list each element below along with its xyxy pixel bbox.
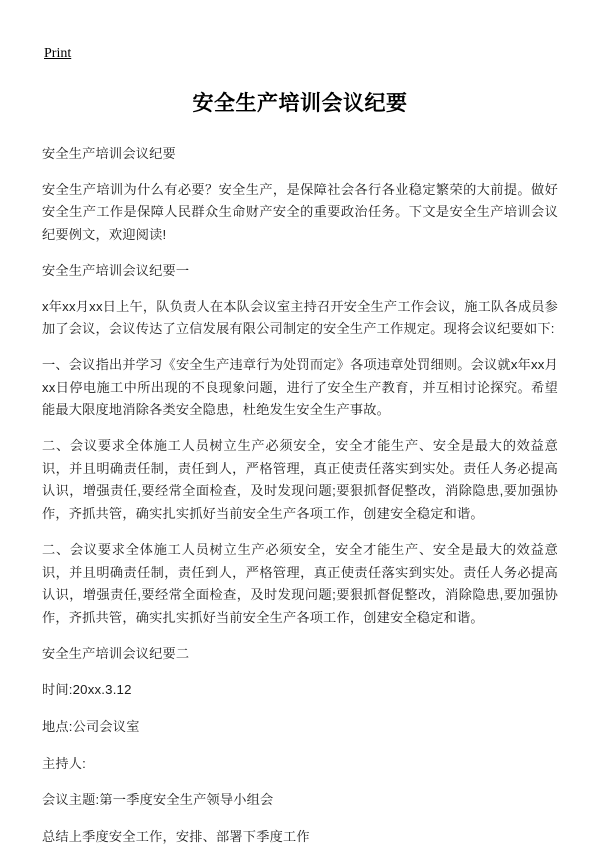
page-title: 安全生产培训会议纪要	[192, 92, 408, 115]
paragraph-11: 会议主题:第一季度安全生产领导小组会	[42, 792, 274, 808]
paragraph-3: x年xx月xx日上午，队负责人在本队会议室主持召开安全生产工作会议，施工队各成员参加了会议，会议传达了立信发展有限公司制定的安全生产工作规定。现将会议纪要如下:	[42, 298, 558, 337]
paragraph-5: 二、会议要求全体施工人员树立生产必须安全，安全才能生产、安全是最大的效益意识，并且明确责任制，责任到人，严格管理，真正使责任落实到实处。责任人务必提高认识，增强责任,要经常全面检查，及时发现问题;要狠抓督促整改，消除隐患,要加强协作，齐抓共管，确实扎实抓好当前安全生产各项工作，创建安全稳定和谐。	[42, 438, 558, 522]
paragraph-8: 时间:20xx.3.12	[42, 682, 132, 698]
print-link[interactable]: Print	[44, 46, 72, 61]
paragraph-heading-2: 安全生产培训会议纪要一	[42, 262, 190, 278]
paragraph-1: 安全生产培训为什么有必要？安全生产，是保障社会各行各业稳定繁荣的大前提。做好安全生产工作是保障人民群众生命财产安全的重要政治任务。下文是安全生产培训会议纪要例文，欢迎阅读!	[42, 181, 558, 243]
paragraph-4: 一、会议指出并学习《安全生产违章行为处罚而定》各项违章处罚细则。会议就x年xx月xx日停电施工中所出现的不良现象问题，进行了安全生产教育，并互相讨论探究。希望能最大限度地消除各类安全隐患，杜绝发生安全生产事故。	[42, 356, 558, 418]
paragraph-10: 主持人:	[42, 755, 87, 771]
paragraph-heading-7: 安全生产培训会议纪要二	[42, 645, 190, 661]
paragraph-heading-0: 安全生产培训会议纪要	[42, 146, 176, 161]
paragraph-9: 地点:公司会议室	[42, 719, 140, 735]
paragraph-6: 二、会议要求全体施工人员树立生产必须安全，安全才能生产、安全是最大的效益意识，并且明确责任制，责任到人，严格管理，真正使责任落实到实处。责任人务必提高认识，增强责任,要经常全面检查，及时发现问题;要狠抓督促整改，消除隐患,要加强协作，齐抓共管，确实扎实抓好当前安全生产各项工作，创建安全稳定和谐。	[42, 541, 558, 625]
paragraph-12: 总结上季度安全工作，安排、部署下季度工作	[42, 829, 310, 845]
